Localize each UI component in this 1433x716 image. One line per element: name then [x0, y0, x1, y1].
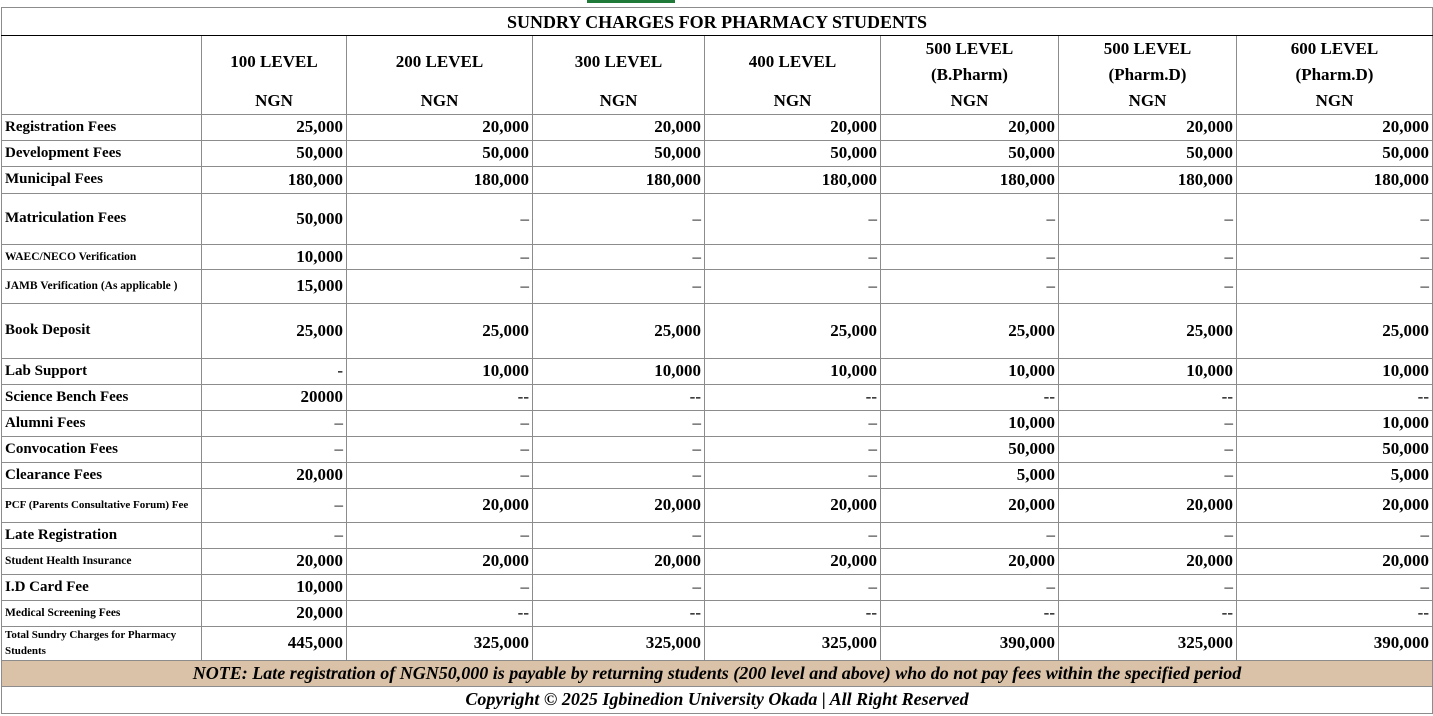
- column-header-program: (Pharm.D): [1295, 65, 1374, 84]
- sundry-charges-table: [1, 7, 1433, 714]
- row-label: Registration Fees: [2, 114, 202, 140]
- column-header-level: 500 LEVEL: [925, 39, 1014, 58]
- table-row: [2, 548, 1433, 574]
- column-header: [1059, 36, 1237, 89]
- fee-cell: –: [1059, 244, 1237, 269]
- fee-cell: –: [1237, 574, 1433, 600]
- fee-cell: 5,000: [1237, 462, 1433, 488]
- fee-cell: –: [347, 574, 533, 600]
- fee-cell: 20,000: [1237, 548, 1433, 574]
- fee-cell: 20,000: [202, 462, 347, 488]
- fee-cell: 180,000: [202, 166, 347, 193]
- fee-cell: 20,000: [705, 548, 881, 574]
- fee-cell: 325,000: [705, 626, 881, 660]
- fee-cell: 390,000: [881, 626, 1059, 660]
- fee-cell: --: [347, 384, 533, 410]
- fee-cell: –: [347, 462, 533, 488]
- row-label: Lab Support: [2, 358, 202, 384]
- fee-cell: 20,000: [1237, 488, 1433, 522]
- column-header: [1237, 36, 1433, 89]
- fee-cell: 10,000: [705, 358, 881, 384]
- fee-cell: 445,000: [202, 626, 347, 660]
- fee-cell: –: [1059, 574, 1237, 600]
- header-blank-cell: [2, 36, 202, 89]
- row-label: WAEC/NECO Verification: [2, 244, 202, 269]
- table-row: [2, 193, 1433, 244]
- fee-cell: –: [881, 522, 1059, 548]
- column-header: [881, 36, 1059, 89]
- fee-cell: 325,000: [347, 626, 533, 660]
- row-label: Alumni Fees: [2, 410, 202, 436]
- column-header-level: 300 LEVEL: [574, 52, 663, 71]
- column-header: [202, 36, 347, 89]
- fee-cell: –: [202, 488, 347, 522]
- fee-cell: 50,000: [347, 140, 533, 166]
- fee-cell: –: [533, 462, 705, 488]
- fee-cell: –: [1237, 522, 1433, 548]
- fee-cell: 25,000: [1059, 303, 1237, 358]
- fee-cell: –: [347, 410, 533, 436]
- column-header-program: (B.Pharm): [931, 65, 1008, 84]
- fee-cell: –: [533, 436, 705, 462]
- row-label: Total Sundry Charges for Pharmacy Students: [2, 626, 202, 660]
- fee-cell: 10,000: [202, 574, 347, 600]
- fee-cell: 20,000: [533, 114, 705, 140]
- table-row: [2, 410, 1433, 436]
- row-label: Municipal Fees: [2, 166, 202, 193]
- currency-label: NGN: [881, 88, 1059, 114]
- fee-cell: 20,000: [881, 548, 1059, 574]
- fee-cell: –: [705, 269, 881, 303]
- fee-cell: 325,000: [1059, 626, 1237, 660]
- fee-cell: 50,000: [1237, 140, 1433, 166]
- fee-cell: --: [881, 384, 1059, 410]
- fee-cell: 50,000: [202, 193, 347, 244]
- fee-cell: –: [881, 244, 1059, 269]
- fee-cell: 25,000: [202, 114, 347, 140]
- fee-cell: –: [347, 269, 533, 303]
- late-registration-note: NOTE: Late registration of NGN50,000 is payable by returning students (200 level and above) who do not pay fees within the specified period: [2, 660, 1433, 686]
- copyright-footer: Copyright © 2025 Igbinedion University Okada | All Right Reserved: [2, 686, 1433, 713]
- fee-cell: 180,000: [881, 166, 1059, 193]
- fee-cell: 10,000: [202, 244, 347, 269]
- fee-cell: 25,000: [533, 303, 705, 358]
- fee-cell: 20,000: [347, 114, 533, 140]
- fee-cell: –: [1059, 269, 1237, 303]
- fee-cell: –: [533, 522, 705, 548]
- fee-cell: 25,000: [705, 303, 881, 358]
- fee-cell: –: [1237, 193, 1433, 244]
- fee-cell: 50,000: [1059, 140, 1237, 166]
- column-header-level: 400 LEVEL: [748, 52, 837, 71]
- fee-cell: 50,000: [202, 140, 347, 166]
- fee-cell: --: [705, 600, 881, 626]
- fee-cell: 10,000: [881, 410, 1059, 436]
- fee-cell: –: [705, 462, 881, 488]
- fee-cell: 10,000: [1059, 358, 1237, 384]
- fee-cell: –: [1237, 269, 1433, 303]
- fee-cell: –: [705, 193, 881, 244]
- row-label: Science Bench Fees: [2, 384, 202, 410]
- fee-cell: 20000: [202, 384, 347, 410]
- fee-cell: 180,000: [1059, 166, 1237, 193]
- fee-cell: –: [705, 244, 881, 269]
- fee-cell: 20,000: [347, 548, 533, 574]
- currency-blank-cell: [2, 88, 202, 114]
- fee-cell: –: [1059, 410, 1237, 436]
- fee-cell: –: [705, 410, 881, 436]
- table-row: [2, 269, 1433, 303]
- fee-cell: 20,000: [881, 114, 1059, 140]
- fee-cell: 20,000: [705, 488, 881, 522]
- fee-cell: 50,000: [1237, 436, 1433, 462]
- column-header: [705, 36, 881, 89]
- fee-cell: –: [533, 410, 705, 436]
- fee-cell: –: [533, 574, 705, 600]
- fee-cell: 180,000: [1237, 166, 1433, 193]
- fee-cell: 15,000: [202, 269, 347, 303]
- fee-cell: --: [881, 600, 1059, 626]
- fee-cell: –: [705, 522, 881, 548]
- fee-cell: –: [533, 269, 705, 303]
- table-row: [2, 303, 1433, 358]
- fee-cell: 25,000: [202, 303, 347, 358]
- fee-cell: 20,000: [1059, 548, 1237, 574]
- fee-cell: 25,000: [881, 303, 1059, 358]
- fee-cell: 180,000: [533, 166, 705, 193]
- fee-cell: 180,000: [705, 166, 881, 193]
- table-row: [2, 384, 1433, 410]
- table-row: [2, 166, 1433, 193]
- fee-cell: 20,000: [533, 488, 705, 522]
- fee-cell: 20,000: [202, 548, 347, 574]
- fee-cell: –: [202, 522, 347, 548]
- table-row: [2, 488, 1433, 522]
- fee-cell: –: [347, 522, 533, 548]
- fee-cell: –: [881, 269, 1059, 303]
- fee-cell: -: [202, 358, 347, 384]
- table-row: [2, 626, 1433, 660]
- table-row: [2, 574, 1433, 600]
- fee-cell: 20,000: [533, 548, 705, 574]
- fee-cell: 20,000: [1237, 114, 1433, 140]
- fee-cell: 50,000: [705, 140, 881, 166]
- fee-cell: 20,000: [1059, 114, 1237, 140]
- fee-cell: 10,000: [1237, 410, 1433, 436]
- fee-cell: –: [1059, 522, 1237, 548]
- fee-cell: –: [1059, 193, 1237, 244]
- table-row: [2, 600, 1433, 626]
- fee-cell: 50,000: [881, 140, 1059, 166]
- currency-label: NGN: [705, 88, 881, 114]
- row-label: I.D Card Fee: [2, 574, 202, 600]
- fee-cell: –: [1237, 244, 1433, 269]
- row-label: Convocation Fees: [2, 436, 202, 462]
- fee-cell: --: [1237, 600, 1433, 626]
- fee-cell: –: [533, 244, 705, 269]
- column-header-program: (Pharm.D): [1108, 65, 1187, 84]
- fee-cell: --: [1059, 600, 1237, 626]
- currency-label: NGN: [1059, 88, 1237, 114]
- row-label: JAMB Verification (As applicable ): [2, 269, 202, 303]
- fee-cell: 10,000: [533, 358, 705, 384]
- column-header-level: 600 LEVEL: [1290, 39, 1379, 58]
- currency-label: NGN: [533, 88, 705, 114]
- fee-cell: 180,000: [347, 166, 533, 193]
- fee-cell: --: [1237, 384, 1433, 410]
- row-label: Matriculation Fees: [2, 193, 202, 244]
- fee-cell: 10,000: [881, 358, 1059, 384]
- fee-cell: 20,000: [881, 488, 1059, 522]
- row-label: Clearance Fees: [2, 462, 202, 488]
- table-row: [2, 244, 1433, 269]
- row-label: Student Health Insurance: [2, 548, 202, 574]
- fee-cell: --: [1059, 384, 1237, 410]
- fee-cell: –: [347, 193, 533, 244]
- fee-cell: –: [347, 244, 533, 269]
- fee-cell: 20,000: [347, 488, 533, 522]
- table-row: [2, 358, 1433, 384]
- fee-cell: –: [202, 410, 347, 436]
- fee-cell: –: [202, 436, 347, 462]
- fee-cell: 25,000: [347, 303, 533, 358]
- currency-label: NGN: [202, 88, 347, 114]
- row-label: Late Registration: [2, 522, 202, 548]
- table-title: SUNDRY CHARGES FOR PHARMACY STUDENTS: [2, 8, 1433, 36]
- fee-cell: 10,000: [1237, 358, 1433, 384]
- fee-cell: --: [347, 600, 533, 626]
- fee-cell: –: [347, 436, 533, 462]
- column-header: [533, 36, 705, 89]
- fee-cell: --: [705, 384, 881, 410]
- fee-cell: –: [1059, 436, 1237, 462]
- fee-cell: –: [1059, 462, 1237, 488]
- fee-cell: –: [705, 436, 881, 462]
- table-row: [2, 462, 1433, 488]
- currency-label: NGN: [1237, 88, 1433, 114]
- row-label: Medical Screening Fees: [2, 600, 202, 626]
- fee-cell: 20,000: [705, 114, 881, 140]
- table-row: [2, 522, 1433, 548]
- fee-cell: 20,000: [1059, 488, 1237, 522]
- fee-cell: 50,000: [533, 140, 705, 166]
- fee-cell: 25,000: [1237, 303, 1433, 358]
- fee-cell: 50,000: [881, 436, 1059, 462]
- column-header-level: 500 LEVEL: [1103, 39, 1192, 58]
- fee-cell: –: [705, 574, 881, 600]
- column-header: [347, 36, 533, 89]
- fee-cell: 325,000: [533, 626, 705, 660]
- fee-cell: 20,000: [202, 600, 347, 626]
- fee-cell: –: [533, 193, 705, 244]
- column-header-level: 200 LEVEL: [395, 52, 484, 71]
- selection-indicator: [587, 0, 675, 3]
- fee-cell: 10,000: [347, 358, 533, 384]
- fee-cell: 390,000: [1237, 626, 1433, 660]
- fee-cell: 5,000: [881, 462, 1059, 488]
- currency-label: NGN: [347, 88, 533, 114]
- fee-cell: --: [533, 384, 705, 410]
- column-header-level: 100 LEVEL: [230, 52, 318, 71]
- fee-cell: –: [881, 193, 1059, 244]
- table-row: [2, 140, 1433, 166]
- table-row: [2, 114, 1433, 140]
- table-row: [2, 436, 1433, 462]
- fee-cell: --: [533, 600, 705, 626]
- row-label: Book Deposit: [2, 303, 202, 358]
- fee-cell: –: [881, 574, 1059, 600]
- row-label: PCF (Parents Consultative Forum) Fee: [2, 488, 202, 522]
- row-label: Development Fees: [2, 140, 202, 166]
